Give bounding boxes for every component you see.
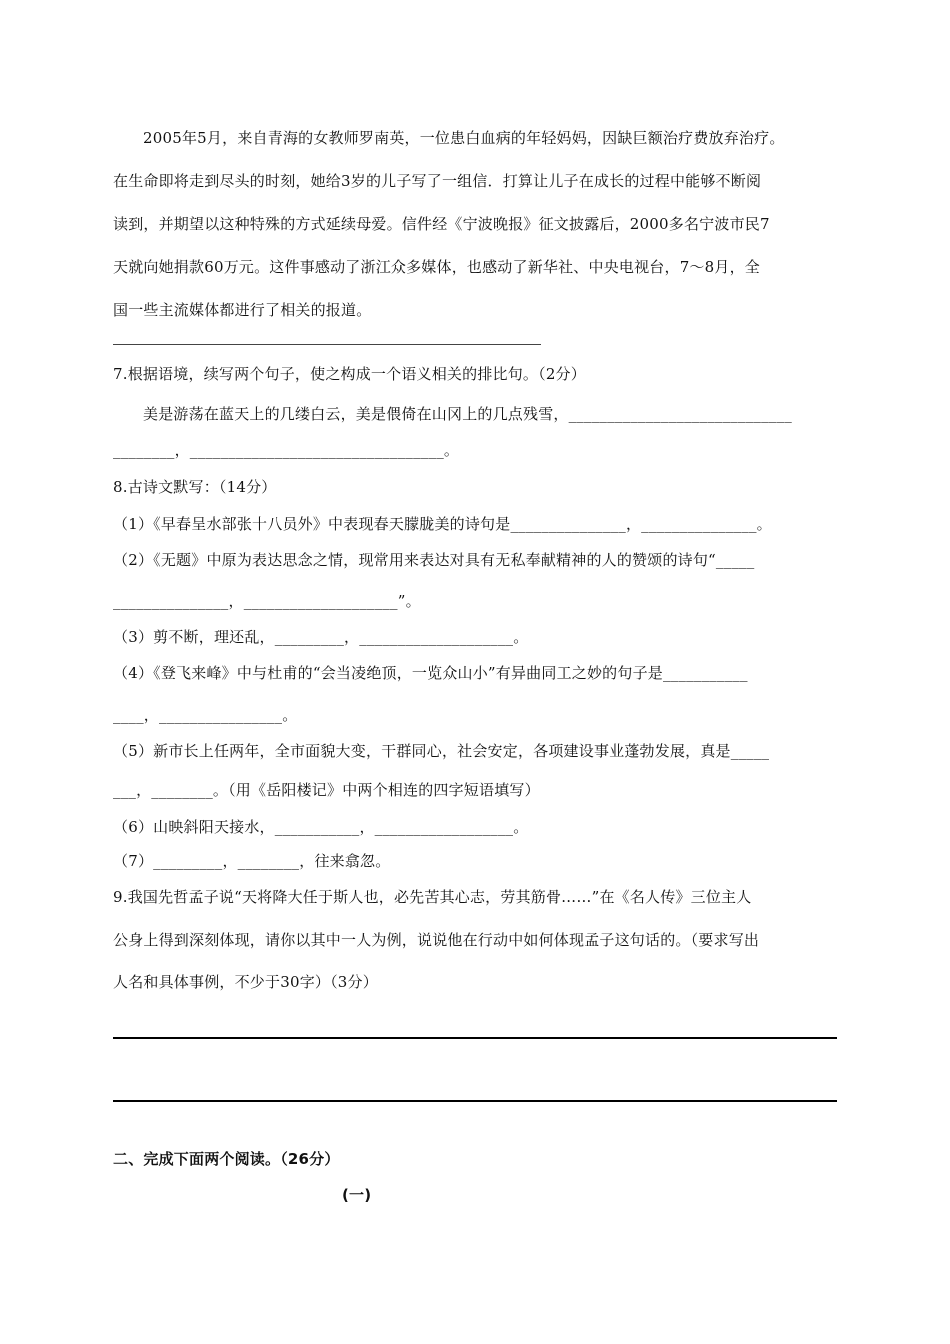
question-9-line-2: 公身上得到深刻体现，请你以其中一人为例，说说他在行动中如何体现孟子这句话的。（要求写出 (113, 931, 760, 949)
section-2-subtitle: (一) (342, 1186, 372, 1204)
question-8-item-4b: ____，________________。 (113, 706, 298, 724)
answer-line-9b[interactable] (113, 1100, 837, 1102)
question-8-item-2a: （2）《无题》中原为表达思念之情，现常用来表达对具有无私奉献精神的人的赞颂的诗句“_____ (113, 551, 755, 569)
passage-line-4: 天就向她捐款60万元。这件事感动了浙江众多媒体，也感动了新华社、中央电视台，7～8月，全 (113, 258, 760, 276)
passage-line-1: 2005年5月，来自青海的女教师罗南英，一位患白血病的年轻妈妈，因缺巨额治疗费放弃治疗。 (143, 129, 785, 147)
passage-line-3: 读到，并期望以这种特殊的方式延续母爱。信件经《宁波晚报》征文披露后，2000多名宁波市民7 (113, 215, 770, 233)
question-8-item-1: （1）《早春呈水部张十八员外》中表现春天朦胧美的诗句是_______________，_______________。 (113, 515, 772, 533)
question-8-item-7: （7）_________，________，往来翕忽。 (113, 852, 391, 870)
answer-line-9a[interactable] (113, 1037, 837, 1039)
question-7-line-1: 美是游荡在蓝天上的几缕白云，美是偎倚在山冈上的几点残雪，_____________________________ (143, 405, 792, 423)
question-8-item-2b: _______________，____________________”。 (113, 592, 421, 610)
question-7-title: 7.根据语境，续写两个句子，使之构成一个语义相关的排比句。（2分） (113, 365, 586, 383)
question-8-title: 8.古诗文默写：（14分） (113, 478, 277, 496)
passage-line-2: 在生命即将走到尽头的时刻，她给3岁的儿子写了一组信．打算让儿子在成长的过程中能够不断阅 (113, 172, 762, 190)
question-8-item-3: （3）剪不断，理还乱，_________，____________________。 (113, 628, 529, 646)
question-8-item-5a: （5）新市长上任两年，全市面貌大变，干群同心，社会安定，各项建设事业蓬勃发展，真是_____ (113, 742, 770, 760)
passage-line-5: 国一些主流媒体都进行了相关的报道。 (113, 301, 372, 319)
question-8-item-5b: ___，________。（用《岳阳楼记》中两个相连的四字短语填写） (113, 781, 540, 799)
question-9-line-3: 人名和具体事例，不少于30字）（3分） (113, 973, 378, 991)
section-2-title: 二、完成下面两个阅读。（26分） (113, 1150, 340, 1168)
question-9-line-1: 9.我国先哲孟子说“天将降大任于斯人也，必先苦其心志，劳其筋骨……”在《名人传》三位主人 (113, 888, 752, 906)
question-8-item-4a: （4）《登飞来峰》中与杜甫的“会当凌绝顶，一览众山小”有异曲同工之妙的句子是___________ (113, 664, 748, 682)
question-7-line-2: ________，_________________________________。 (113, 441, 460, 459)
answer-line-6[interactable] (113, 344, 541, 345)
question-8-item-6: （6）山映斜阳天接水，___________，__________________。 (113, 818, 529, 836)
